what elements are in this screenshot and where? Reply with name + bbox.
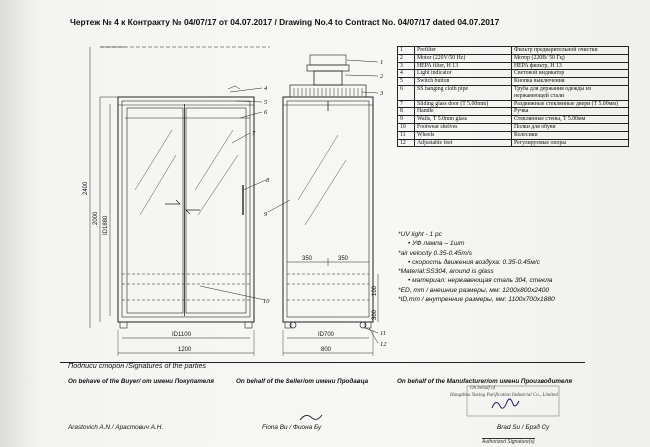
callout-10: 10 <box>263 298 270 305</box>
signature-divider <box>60 362 585 363</box>
callout-4: 4 <box>264 85 268 92</box>
spec-row <box>398 116 629 124</box>
note-line: • скорость движения воздуха: 0.35-0.45м/с <box>408 258 541 266</box>
manufacturer-name: Brad Su / Брэд Су <box>497 424 550 431</box>
note-line: *UV light - 1 pc <box>398 231 442 238</box>
dim-height-outer: 2000 <box>93 211 99 225</box>
spec-cell-n: 6 <box>398 85 415 100</box>
note-line: *ID,mm / внутренние размеры, мм: 1100x700x1880 <box>398 296 555 304</box>
note-line: *air velocity 0.35-0.45m/s <box>398 249 473 257</box>
callout-5: 5 <box>264 99 268 106</box>
spec-cell-en: Switch button <box>415 78 512 86</box>
spec-cell-ru: Регулируемые опоры <box>512 139 629 147</box>
spec-row <box>398 62 629 70</box>
callout-7: 7 <box>252 130 256 137</box>
spec-row <box>398 54 629 62</box>
spec-cell-en: Wheels <box>415 131 512 139</box>
stamp-line-2: Hangzhou Yaxing Purification Industrial Co., Limited <box>450 393 558 398</box>
seller-label: On behalf of the Seller/от имени Продавца <box>236 378 369 385</box>
spec-cell-n: 8 <box>398 108 415 116</box>
buyer-label: On behave of the Buyer/ от имени Покупателя <box>68 378 214 385</box>
spec-cell-ru: Мотор (220В/ 50 Гц) <box>512 54 629 62</box>
spec-cell-ru: Колесики <box>512 131 629 139</box>
dim-height-total: 2400 <box>83 181 89 195</box>
spec-row <box>398 78 629 86</box>
spec-cell-n: 3 <box>398 62 415 70</box>
spec-cell-n: 2 <box>398 54 415 62</box>
callout-11: 11 <box>380 330 386 337</box>
seller-name: Fiona Bu / Фиона Бу <box>262 424 322 431</box>
dim-height-inner: ID1880 <box>103 215 109 235</box>
spec-cell-en: Light indicator <box>415 70 512 78</box>
spec-cell-en: SS hanging cloth pipe <box>415 85 512 100</box>
spec-row <box>398 108 629 116</box>
signatures-heading: Подписи сторон /Signatures of the parties <box>68 361 207 370</box>
authorized-signature-caption: Authorized Signature(s) <box>482 439 535 445</box>
spec-cell-n: 1 <box>398 47 415 55</box>
spec-cell-ru: HEPA фильтр, H 13 <box>512 62 629 70</box>
spec-cell-ru: Световой индикатор <box>512 70 629 78</box>
buyer-name: Arastovich A.N / Арастович А.Н. <box>68 424 164 431</box>
spec-cell-ru: Фильтр предварительной очистки <box>512 47 629 55</box>
spec-cell-en: Motor (220V/50 Hz) <box>415 54 512 62</box>
document-title: Чертеж № 4 к Контракту № 04/07/17 от 04.07.2017 / Drawing No.4 to Contract No. 04/07/17 dated 04.07.2017 <box>70 17 500 27</box>
notes-block <box>398 230 555 304</box>
spec-cell-ru: Раздвижные стеклянные двери (T 5.00мм) <box>512 100 629 108</box>
stamp-line-1: On behalf of <box>470 386 495 391</box>
spec-cell-ru: Труба для держания одежды из нержавеющей стали <box>512 85 629 100</box>
spec-row <box>398 47 629 55</box>
dim-width-inner: ID1100 <box>172 332 191 338</box>
spec-row <box>398 139 629 147</box>
spec-cell-en: Adjustable feet <box>415 139 512 147</box>
spec-cell-ru: Ручка <box>512 108 629 116</box>
dim-side-350-left: 350 <box>302 256 313 262</box>
callout-1: 1 <box>380 59 384 66</box>
spec-cell-n: 4 <box>398 70 415 78</box>
spec-cell-n: 12 <box>398 139 415 147</box>
spec-row <box>398 85 629 100</box>
spec-cell-en: Prefilter <box>415 47 512 55</box>
note-line: • материал: нержавеющая сталь 304, стекла <box>408 277 553 285</box>
manufacturer-label: On behalf of the Manufacturer/от имени Производителя <box>397 378 573 385</box>
spec-cell-ru: Кнопка выключения <box>512 78 629 86</box>
spec-cell-en: Footwear shelves <box>415 123 512 131</box>
dim-side-300: 300 <box>372 309 378 320</box>
dim-side-100: 100 <box>372 285 378 296</box>
spec-cell-n: 11 <box>398 131 415 139</box>
spec-row <box>398 123 629 131</box>
note-line: • УФ лампа – 1шт <box>408 240 465 248</box>
callout-8: 8 <box>266 177 270 184</box>
spec-cell-en: Handle <box>415 108 512 116</box>
spec-cell-ru: Полки для обуви <box>512 123 629 131</box>
spec-cell-n: 10 <box>398 123 415 131</box>
spec-cell-en: Walls, T 5.0mm glass <box>415 116 512 124</box>
callout-12: 12 <box>380 341 387 348</box>
callout-2: 2 <box>380 73 384 80</box>
spec-table <box>397 46 629 147</box>
callout-9: 9 <box>264 211 268 218</box>
spec-cell-en: Sliding glass door (T 5.00mm) <box>415 100 512 108</box>
spec-cell-en: HEPA filter, H 13 <box>415 62 512 70</box>
dim-depth-inner: ID700 <box>318 332 335 338</box>
spec-cell-n: 9 <box>398 116 415 124</box>
spec-row <box>398 70 629 78</box>
dim-width-outer: 1200 <box>178 347 192 353</box>
note-line: *ED, mm / внешние размеры, мм: 1200x800x2400 <box>398 286 550 294</box>
seller-signature-scribble <box>300 415 322 420</box>
dim-side-350-right: 350 <box>338 256 349 262</box>
spec-cell-n: 5 <box>398 78 415 86</box>
spec-cell-n: 7 <box>398 100 415 108</box>
dim-depth-outer: 800 <box>321 347 332 353</box>
spec-row <box>398 131 629 139</box>
callout-6: 6 <box>264 109 268 116</box>
note-line: *Material:SS304, around is glass <box>398 268 494 276</box>
spec-cell-ru: Стеклянные стены, T 5.00мм <box>512 116 629 124</box>
spec-row <box>398 100 629 108</box>
callout-3: 3 <box>380 90 384 97</box>
